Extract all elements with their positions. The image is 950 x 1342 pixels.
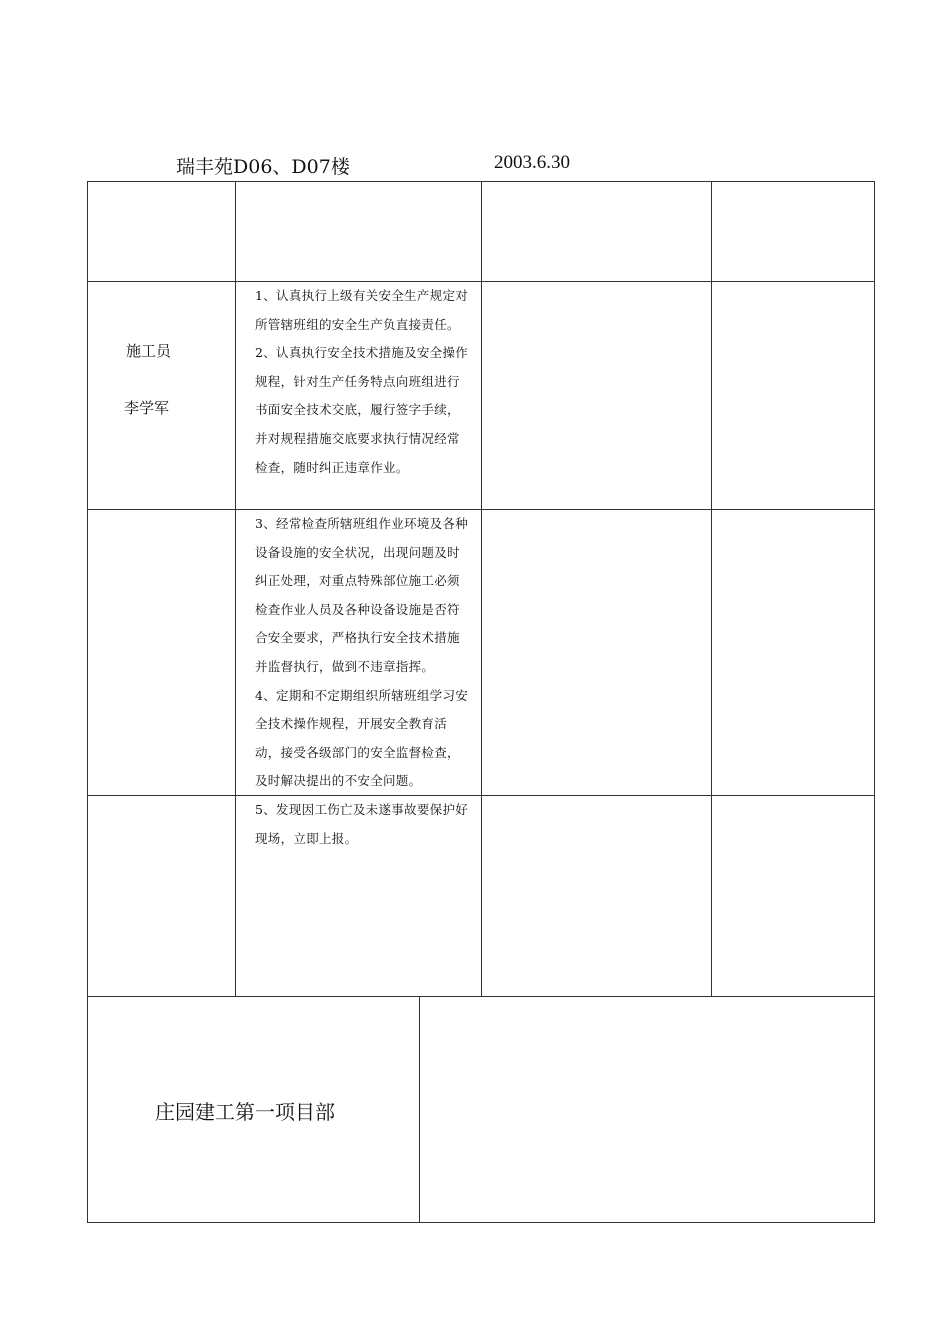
cell-r1-c4	[711, 181, 875, 282]
cell-r3-c2	[235, 509, 482, 796]
organization-name: 庄园建工第一项目部	[155, 1100, 335, 1124]
footer-blank-cell	[419, 996, 875, 1223]
cell-r1-c3	[481, 181, 712, 282]
cell-r4-c4	[711, 795, 875, 997]
cell-r2-c2	[235, 281, 482, 510]
cell-r4-c1	[87, 795, 236, 997]
cell-r1-c2	[235, 181, 482, 282]
cell-r1-c1	[87, 181, 236, 282]
cell-r2-c3	[481, 281, 712, 510]
cell-r3-c3	[481, 509, 712, 796]
duty-item: 1、认真执行上级有关安全生产规定对所管辖班组的安全生产负直接责任。	[255, 288, 469, 332]
document-date: 2003.6.30	[494, 152, 570, 173]
cell-r4-c3	[481, 795, 712, 997]
project-title: 瑞丰苑D06、D07楼	[176, 156, 350, 178]
duty-item: 3、经常检查所辖班组作业环境及各种设备设施的安全状况，出现问题及时纠正处理，对重点特殊部位施工必须检查作业人员及各种设备设施是否符合安全要求，严格执行安全技术措施并监督执行，做到不违章指挥。	[255, 516, 469, 674]
person-role: 施工员	[126, 342, 172, 360]
cell-r3-c1	[87, 509, 236, 796]
cell-r3-c4	[711, 509, 875, 796]
cell-r2-c1	[87, 281, 236, 510]
cell-r2-c4	[711, 281, 875, 510]
duty-item: 5、发现因工伤亡及未遂事故要保护好现场，立即上报。	[255, 802, 469, 846]
duty-item: 2、认真执行安全技术措施及安全操作规程，针对生产任务特点向班组进行书面安全技术交底，履行签字手续，并对规程措施交底要求执行情况经常检查，随时纠正违章作业。	[255, 345, 469, 475]
person-name: 李学军	[124, 399, 170, 417]
duty-item: 4、定期和不定期组织所辖班组学习安全技术操作规程，开展安全教育活动，接受各级部门的安全监督检查，及时解决提出的不安全问题。	[255, 687, 469, 789]
cell-r4-c2	[235, 795, 482, 997]
